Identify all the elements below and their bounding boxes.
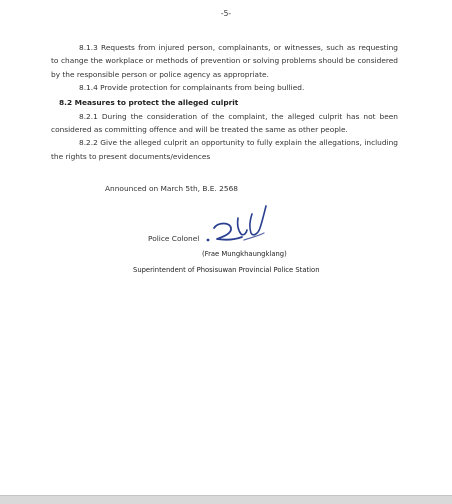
announcement-date: Announced on March 5th, B.E. 2568 bbox=[105, 184, 238, 193]
paragraph-8-1-4: 8.1.4 Provide protection for complainants from being bullied. bbox=[79, 83, 305, 93]
paragraph-8-2-1: 8.2.1 During the consideration of the complaint, the alleged culprit has not been considered as committing offence and will be treated the same as other people. bbox=[51, 111, 398, 134]
page-number: -5- bbox=[220, 9, 232, 18]
document-body bbox=[51, 41, 398, 163]
section-heading-8-2: 8.2 Measures to protect the alleged culprit bbox=[59, 98, 239, 108]
signature-image bbox=[200, 200, 275, 248]
signatory-rank: Police Colonel bbox=[148, 234, 200, 243]
paragraph-8-1-3: 8.1.3 Requests from injured person, complainants, or witnesses, such as requesting to change the workplace or methods of prevention or solving problems should be considered by the responsible person or police agency as appropriate. bbox=[51, 43, 398, 79]
signatory-title: Superintendent of Phosisuwan Provincial Police Station bbox=[133, 266, 320, 274]
signatory-name: (Frae Mungkhaungklang) bbox=[202, 250, 287, 258]
paragraph-8-2-2: 8.2.2 Give the alleged culprit an opportunity to fully explain the allegations, including the rights to present documents/evidences bbox=[51, 138, 398, 161]
